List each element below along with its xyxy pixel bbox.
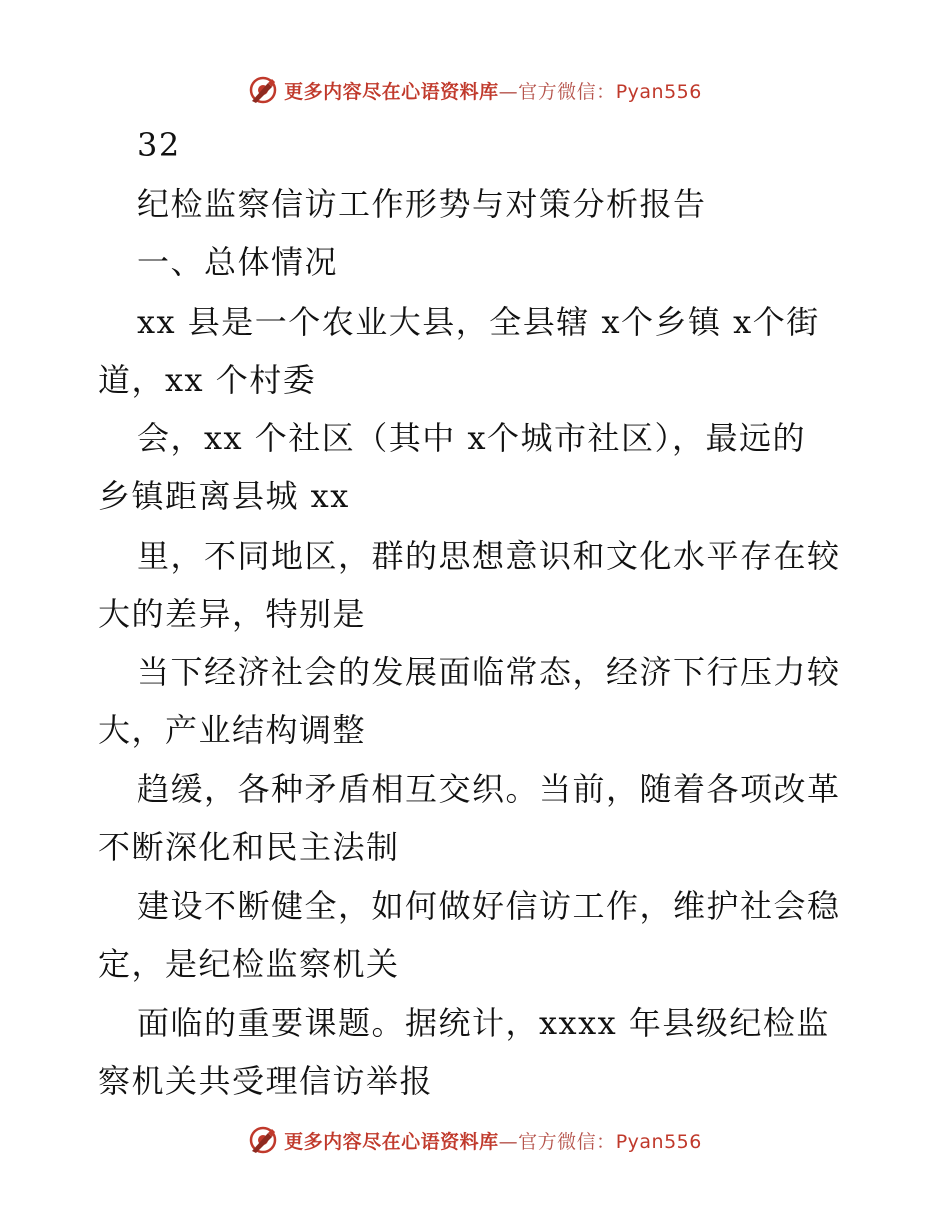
footer-separator: — (498, 1130, 519, 1153)
footer-wechat-label: 官方微信： (518, 1130, 616, 1153)
paragraph-line: 大，产业结构调整 (98, 711, 367, 749)
paragraph-line: xx 县是一个农业大县，全县辖 x个乡镇 x个街 (137, 303, 820, 341)
header-wechat-label: 官方微信： (518, 80, 616, 103)
paragraph-line: 道，xx 个村委 (98, 361, 317, 399)
paragraph-line: 察机关共受理信访举报 (98, 1062, 434, 1100)
footer-wechat-id: Pyan556 (615, 1130, 702, 1153)
pen-logo-icon (248, 75, 278, 105)
paragraph-line: 大的差异，特别是 (98, 595, 367, 633)
paragraph-line: 定，是纪检监察机关 (98, 945, 400, 983)
footer-brand-text: 更多内容尽在心语资料库 (284, 1130, 499, 1153)
header-separator: — (498, 80, 519, 103)
paragraph-line: 会，xx 个社区（其中 x个城市社区），最远的 (137, 419, 806, 457)
paragraph-line: 乡镇距离县城 xx (98, 477, 350, 515)
page-number: 32 (137, 126, 181, 164)
pen-logo-icon (248, 1125, 278, 1155)
document-title: 纪检监察信访工作形势与对策分析报告 (137, 185, 707, 223)
header-brand-text: 更多内容尽在心语资料库 (284, 80, 499, 103)
header-wechat-id: Pyan556 (615, 80, 702, 103)
paragraph-line: 趋缓，各种矛盾相互交织。当前，随着各项改革 (137, 770, 841, 808)
paragraph-line: 面临的重要课题。据统计，xxxx 年县级纪检监 (137, 1004, 830, 1042)
paragraph-line: 建设不断健全，如何做好信访工作，维护社会稳 (137, 887, 841, 925)
paragraph-line: 当下经济社会的发展面临常态，经济下行压力较 (137, 653, 841, 691)
paragraph-line: 不断深化和民主法制 (98, 828, 400, 866)
paragraph-line: 里，不同地区，群的思想意识和文化水平存在较 (137, 537, 841, 575)
footer-banner (0, 1120, 950, 1160)
section-heading: 一、总体情况 (137, 243, 339, 281)
header-banner (0, 70, 950, 110)
